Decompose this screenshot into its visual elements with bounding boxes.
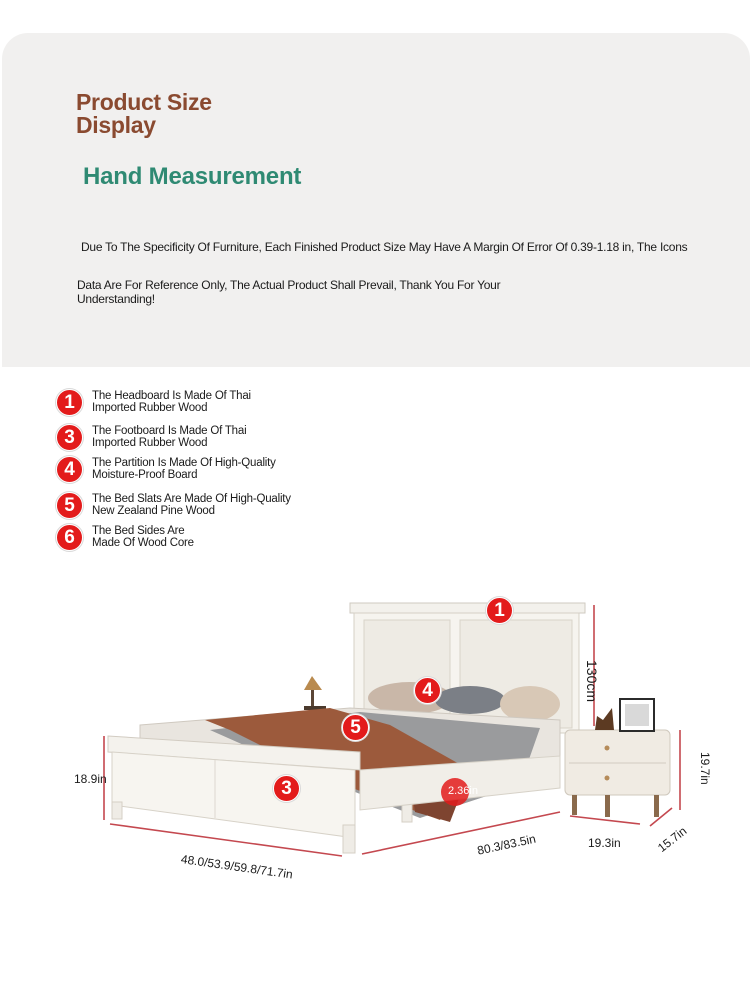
dim-bed-length: 80.3/83.5in [476,831,538,858]
dim-nightstand-depth: 15.7in [655,823,690,856]
feature-item-bed-sides [56,524,212,551]
header-panel [2,33,750,367]
feature-item-headboard [56,389,267,416]
callout-headboard: 1 [486,597,513,624]
dim-footboard-height: 18.9in [74,772,107,786]
page-title: Product Size Display [76,89,212,138]
dim-bed-width: 48.0/53.9/59.8/71.7in [180,852,294,882]
callout-partition: 4 [414,677,441,704]
feature-text: The Footboard Is Made Of Thai Imported Rubber Wood [92,425,247,449]
feature-item-bed-slats [56,492,302,519]
feature-text: The Headboard Is Made Of Thai Imported Rubber Wood [92,390,251,414]
feature-text: The Bed Sides Are Made Of Wood Core [92,525,194,549]
number-badge: 1 [56,389,83,416]
number-badge: 6 [56,524,83,551]
dim-leg-height: 2.36in [448,785,478,797]
disclaimer-line-2: Data Are For Reference Only, The Actual Product Shall Prevail, Thank You For Your Understanding! [77,278,501,306]
dim-nightstand-height: 19.7in [698,752,712,785]
feature-item-partition [56,456,287,483]
feature-text: The Bed Slats Are Made Of High-Quality New Zealand Pine Wood [92,493,291,517]
table-lamp [304,676,326,710]
number-badge: 4 [56,456,83,483]
bed-illustration [0,580,750,910]
number-badge: 5 [56,492,83,519]
disclaimer-line-1: Due To The Specificity Of Furniture, Each Finished Product Size May Have A Margin Of Error Of 0.39-1.18 in, The Icons [81,240,688,254]
feature-item-footboard [56,424,267,451]
number-badge: 3 [56,424,83,451]
page-subtitle: Hand Measurement [83,163,302,190]
dim-headboard-height: 130cm [584,660,600,703]
nightstand [565,699,670,817]
callout-footboard: 3 [273,775,300,802]
feature-text: The Partition Is Made Of High-Quality Moisture-Proof Board [92,457,276,481]
dim-nightstand-width: 19.3in [588,836,621,850]
callout-bed-slats: 5 [342,714,369,741]
